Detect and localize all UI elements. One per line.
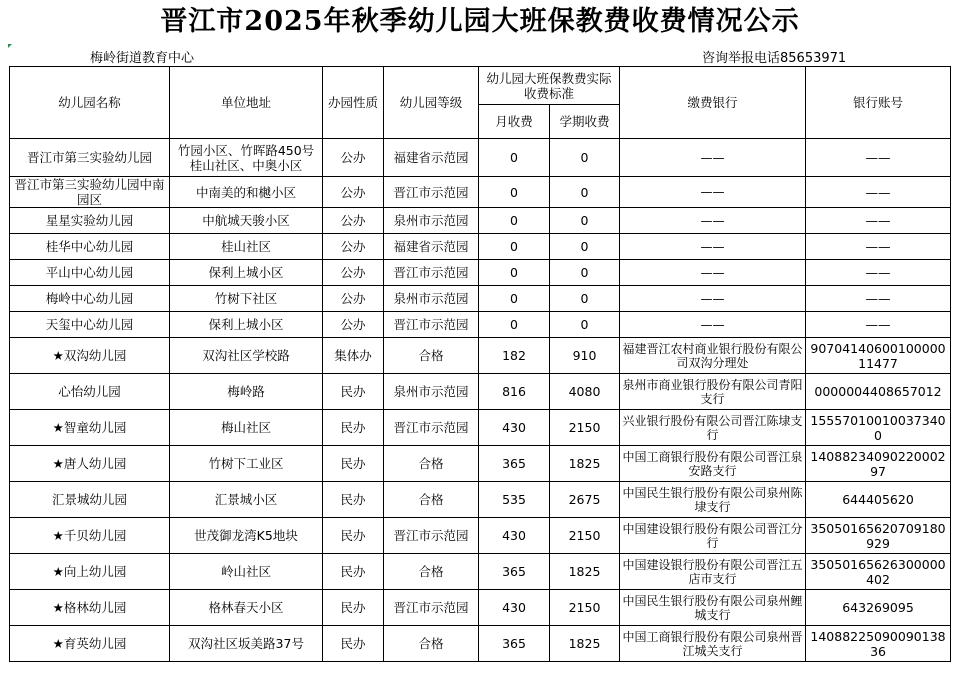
cell-name: 晋江市第三实验幼儿园中南园区 <box>10 177 170 208</box>
cell-nature: 民办 <box>323 626 384 662</box>
cell-address: 中航城天骏小区 <box>170 208 323 234</box>
cell-semester: 2150 <box>550 590 620 626</box>
table-row <box>10 260 951 286</box>
header-bank: 缴费银行 <box>620 67 806 139</box>
cell-nature: 公办 <box>323 208 384 234</box>
cell-account: 0000004408657012 <box>806 374 951 410</box>
cell-monthly: 0 <box>479 260 550 286</box>
cell-level: 晋江市示范园 <box>384 177 479 208</box>
cell-bank: —— <box>620 286 806 312</box>
cell-account: 35050165626300000402 <box>806 554 951 590</box>
cell-account: 644405620 <box>806 482 951 518</box>
cell-monthly: 0 <box>479 286 550 312</box>
cell-monthly: 535 <box>479 482 550 518</box>
table-row <box>10 338 951 374</box>
cell-address: 汇景城小区 <box>170 482 323 518</box>
cell-nature: 民办 <box>323 374 384 410</box>
cell-name: 晋江市第三实验幼儿园 <box>10 139 170 177</box>
cell-semester: 2675 <box>550 482 620 518</box>
table-row <box>10 518 951 554</box>
cell-address: 梅岭路 <box>170 374 323 410</box>
cell-semester: 0 <box>550 286 620 312</box>
cell-name: 星星实验幼儿园 <box>10 208 170 234</box>
cell-address: 桂山社区 <box>170 234 323 260</box>
cell-name: 桂华中心幼儿园 <box>10 234 170 260</box>
cell-monthly: 430 <box>479 590 550 626</box>
cell-nature: 公办 <box>323 177 384 208</box>
cell-semester: 1825 <box>550 626 620 662</box>
cell-address: 岭山社区 <box>170 554 323 590</box>
cell-address: 世茂御龙湾K5地块 <box>170 518 323 554</box>
cell-level: 晋江市示范园 <box>384 518 479 554</box>
cell-bank: —— <box>620 177 806 208</box>
table-row <box>10 234 951 260</box>
cell-monthly: 365 <box>479 626 550 662</box>
fee-table <box>9 66 951 662</box>
cell-level: 晋江市示范园 <box>384 410 479 446</box>
hotline-label: 咨询举报电话85653971 <box>702 51 847 66</box>
cell-bank: 中国民生银行股份有限公司泉州陈埭支行 <box>620 482 806 518</box>
cell-bank: 中国建设银行股份有限公司晋江分行 <box>620 518 806 554</box>
cell-account: —— <box>806 139 951 177</box>
header-semester: 学期收费 <box>550 105 620 139</box>
cell-bank: —— <box>620 260 806 286</box>
cell-address: 保利上城小区 <box>170 260 323 286</box>
cell-bank: —— <box>620 312 806 338</box>
cell-name: 心怡幼儿园 <box>10 374 170 410</box>
cell-level: 晋江市示范园 <box>384 312 479 338</box>
cell-semester: 0 <box>550 177 620 208</box>
cell-name: ★育英幼儿园 <box>10 626 170 662</box>
cell-semester: 2150 <box>550 518 620 554</box>
page-title: 晋江市2025年秋季幼儿园大班保教费收费情况公示 <box>160 6 800 37</box>
cell-bank: 兴业银行股份有限公司晋江陈埭支行 <box>620 410 806 446</box>
cell-nature: 民办 <box>323 518 384 554</box>
table-row <box>10 177 951 208</box>
cell-account: —— <box>806 208 951 234</box>
cell-account: —— <box>806 177 951 208</box>
cell-bank: 中国工商银行股份有限公司泉州晋江城关支行 <box>620 626 806 662</box>
table-row <box>10 312 951 338</box>
cell-level: 晋江市示范园 <box>384 590 479 626</box>
cell-name: ★双沟幼儿园 <box>10 338 170 374</box>
cell-address: 保利上城小区 <box>170 312 323 338</box>
cell-level: 晋江市示范园 <box>384 260 479 286</box>
cell-name: ★格林幼儿园 <box>10 590 170 626</box>
cell-semester: 0 <box>550 139 620 177</box>
cell-nature: 民办 <box>323 590 384 626</box>
cell-nature: 公办 <box>323 234 384 260</box>
cell-semester: 1825 <box>550 554 620 590</box>
table-row <box>10 590 951 626</box>
cell-monthly: 365 <box>479 446 550 482</box>
cell-account: 155570100100373400 <box>806 410 951 446</box>
cell-name: 梅岭中心幼儿园 <box>10 286 170 312</box>
cell-nature: 民办 <box>323 482 384 518</box>
header-account: 银行账号 <box>806 67 951 139</box>
cell-bank: —— <box>620 139 806 177</box>
table-row <box>10 208 951 234</box>
cell-address: 双沟社区坂美路37号 <box>170 626 323 662</box>
cell-monthly: 365 <box>479 554 550 590</box>
table-row <box>10 410 951 446</box>
table-body <box>10 139 951 662</box>
header-name: 幼儿园名称 <box>10 67 170 139</box>
cell-name: ★千贝幼儿园 <box>10 518 170 554</box>
cell-monthly: 0 <box>479 177 550 208</box>
cell-level: 福建省示范园 <box>384 139 479 177</box>
cell-account: —— <box>806 234 951 260</box>
cell-account: 643269095 <box>806 590 951 626</box>
table-row <box>10 286 951 312</box>
cell-account: —— <box>806 312 951 338</box>
cell-level: 合格 <box>384 446 479 482</box>
cell-account: —— <box>806 286 951 312</box>
cell-bank: 中国工商银行股份有限公司晋江泉安路支行 <box>620 446 806 482</box>
cell-nature: 公办 <box>323 139 384 177</box>
cell-name: ★向上幼儿园 <box>10 554 170 590</box>
cell-bank: —— <box>620 234 806 260</box>
header-fee-group: 幼儿园大班保教费实际收费标准 <box>479 67 620 105</box>
cell-account: 1408823409022000297 <box>806 446 951 482</box>
cell-monthly: 0 <box>479 139 550 177</box>
cell-monthly: 0 <box>479 234 550 260</box>
cell-name: 天玺中心幼儿园 <box>10 312 170 338</box>
cell-account: 35050165620709180929 <box>806 518 951 554</box>
cell-nature: 民办 <box>323 410 384 446</box>
cell-name: 汇景城幼儿园 <box>10 482 170 518</box>
cell-bank: 中国民生银行股份有限公司泉州鲤城支行 <box>620 590 806 626</box>
cell-semester: 0 <box>550 260 620 286</box>
table-row <box>10 554 951 590</box>
table-row <box>10 374 951 410</box>
cell-nature: 公办 <box>323 312 384 338</box>
header-level: 幼儿园等级 <box>384 67 479 139</box>
cell-address: 竹园小区、竹晖路450号桂山社区、中奥小区 <box>170 139 323 177</box>
header-monthly: 月收费 <box>479 105 550 139</box>
cell-monthly: 430 <box>479 518 550 554</box>
cell-monthly: 816 <box>479 374 550 410</box>
cell-semester: 4080 <box>550 374 620 410</box>
cell-bank: —— <box>620 208 806 234</box>
cell-level: 合格 <box>384 482 479 518</box>
cell-bank: 泉州市商业银行股份有限公司青阳支行 <box>620 374 806 410</box>
cell-level: 泉州市示范园 <box>384 208 479 234</box>
cell-nature: 集体办 <box>323 338 384 374</box>
cell-account: —— <box>806 260 951 286</box>
cell-level: 合格 <box>384 338 479 374</box>
cell-semester: 0 <box>550 312 620 338</box>
cell-nature: 公办 <box>323 260 384 286</box>
header-address: 单位地址 <box>170 67 323 139</box>
cell-nature: 民办 <box>323 554 384 590</box>
cell-level: 合格 <box>384 626 479 662</box>
table-row <box>10 482 951 518</box>
header-nature: 办园性质 <box>323 67 384 139</box>
cell-semester: 2150 <box>550 410 620 446</box>
cell-address: 梅山社区 <box>170 410 323 446</box>
cell-semester: 0 <box>550 234 620 260</box>
cell-level: 福建省示范园 <box>384 234 479 260</box>
cell-name: 平山中心幼儿园 <box>10 260 170 286</box>
cell-account: 1408822509009013836 <box>806 626 951 662</box>
cell-semester: 910 <box>550 338 620 374</box>
table-row <box>10 446 951 482</box>
cell-address: 双沟社区学校路 <box>170 338 323 374</box>
cell-comment-marker <box>8 44 12 48</box>
cell-monthly: 0 <box>479 312 550 338</box>
cell-nature: 公办 <box>323 286 384 312</box>
table-row <box>10 139 951 177</box>
cell-bank: 福建晋江农村商业银行股份有限公司双沟分理处 <box>620 338 806 374</box>
cell-monthly: 430 <box>479 410 550 446</box>
cell-account: 9070414060010000011477 <box>806 338 951 374</box>
cell-level: 泉州市示范园 <box>384 286 479 312</box>
cell-address: 中南美的和樾小区 <box>170 177 323 208</box>
cell-level: 泉州市示范园 <box>384 374 479 410</box>
cell-address: 格林春天小区 <box>170 590 323 626</box>
cell-monthly: 0 <box>479 208 550 234</box>
cell-nature: 民办 <box>323 446 384 482</box>
cell-address: 竹树下社区 <box>170 286 323 312</box>
cell-semester: 1825 <box>550 446 620 482</box>
cell-semester: 0 <box>550 208 620 234</box>
organization-label: 梅岭街道教育中心 <box>90 51 195 66</box>
cell-bank: 中国建设银行股份有限公司晋江五店市支行 <box>620 554 806 590</box>
subtitle-row <box>0 44 960 64</box>
cell-monthly: 182 <box>479 338 550 374</box>
cell-level: 合格 <box>384 554 479 590</box>
table-row <box>10 626 951 662</box>
cell-name: ★智童幼儿园 <box>10 410 170 446</box>
cell-name: ★唐人幼儿园 <box>10 446 170 482</box>
cell-address: 竹树下工业区 <box>170 446 323 482</box>
